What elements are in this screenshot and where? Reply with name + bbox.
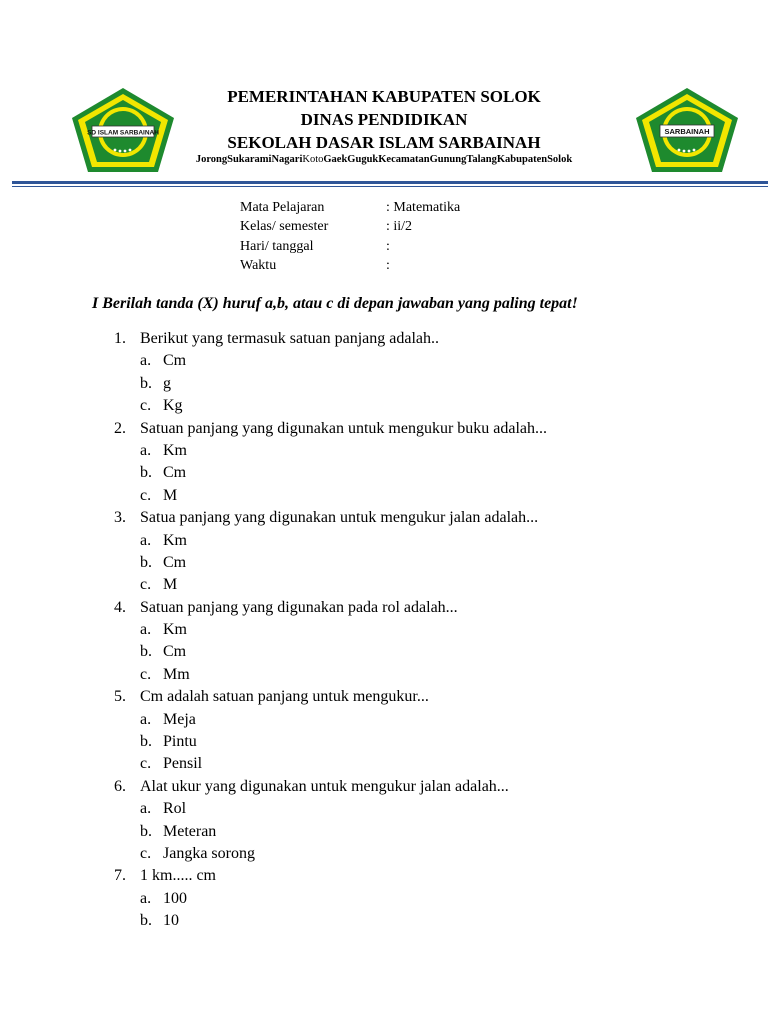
option-text: M: [163, 576, 178, 594]
option-text: Km: [163, 441, 187, 459]
question-number: 5.: [114, 688, 126, 706]
option-letter: b.: [140, 553, 152, 571]
option-text: Cm: [163, 553, 187, 571]
address-part-1: JorongSukaramiNagari: [195, 154, 303, 165]
department-title: DINAS PENDIDIKAN: [300, 110, 468, 129]
option-text: Km: [163, 621, 187, 639]
option-text: g: [163, 374, 171, 392]
option-letter: c.: [140, 755, 152, 773]
subject-label: Mata Pelajaran: [240, 200, 325, 215]
school-title: SEKOLAH DASAR ISLAM SARBAINAH: [227, 133, 541, 152]
option-text: Jangka sorong: [163, 844, 255, 862]
date-label: Hari/ tanggal: [240, 238, 314, 254]
header-divider-thin: [12, 186, 768, 187]
class-semester-label: Kelas/ semester: [240, 219, 329, 235]
option-letter: c.: [140, 576, 152, 594]
date-value: :: [386, 238, 390, 254]
option-letter: b.: [140, 374, 152, 392]
question-number: 2.: [114, 419, 126, 437]
subject-row: [240, 198, 570, 217]
option-letter: c.: [140, 844, 152, 862]
option-letter: b.: [140, 822, 152, 840]
option-text: Meja: [163, 710, 196, 728]
option-letter: a.: [140, 531, 152, 549]
option-letter: a.: [140, 441, 152, 459]
date-row: [240, 237, 570, 256]
question-text: Berikut yang termasuk satuan panjang adalah..: [140, 330, 440, 347]
question-text: Satua panjang yang digunakan untuk mengukur jalan adalah...: [140, 509, 539, 527]
option-text: Rol: [163, 800, 187, 818]
option-letter: b.: [140, 643, 152, 661]
subject-value: : Matematika: [386, 200, 461, 215]
option-text: Pensil: [163, 755, 203, 773]
question-number: 6.: [114, 777, 126, 795]
option-text: Cm: [163, 464, 187, 482]
option-text: 10: [163, 912, 179, 930]
header-divider-thick: [12, 181, 768, 184]
option-text: M: [163, 486, 178, 504]
question-number: 7.: [114, 867, 126, 885]
question-text: Satuan panjang yang digunakan pada rol adalah...: [140, 598, 458, 616]
question-text: Cm adalah satuan panjang untuk mengukur...: [140, 688, 429, 706]
time-row: [240, 256, 570, 275]
school-address: [0, 154, 768, 165]
option-letter: c.: [140, 397, 152, 415]
question-number: 1.: [114, 330, 126, 347]
option-letter: c.: [140, 665, 152, 683]
address-part-3: GaekGugukKecamatanGunungTalangKabupatenSolok: [323, 154, 573, 165]
option-letter: a.: [140, 800, 152, 818]
question-text: Alat ukur yang digunakan untuk mengukur jalan adalah...: [140, 777, 509, 795]
option-letter: a.: [140, 889, 152, 907]
exam-info: [240, 198, 570, 275]
option-letter: b.: [140, 912, 152, 930]
option-text: Cm: [163, 352, 187, 370]
time-label: Waktu: [240, 257, 277, 273]
option-text: Meteran: [163, 822, 217, 840]
logo-right-label: SARBAINAH: [664, 127, 710, 136]
option-text: Km: [163, 531, 187, 549]
option-letter: b.: [140, 464, 152, 482]
option-text: Kg: [163, 397, 183, 415]
address-part-2: Koto: [302, 154, 324, 165]
time-value: :: [386, 257, 390, 273]
class-semester-value: : ii/2: [386, 219, 413, 235]
question-number: 3.: [114, 509, 126, 527]
option-letter: a.: [140, 352, 152, 370]
option-text: Cm: [163, 643, 187, 661]
class-semester-row: [240, 217, 570, 236]
option-letter: c.: [140, 486, 152, 504]
question-text: Satuan panjang yang digunakan untuk mengukur buku adalah...: [140, 419, 548, 437]
option-text: 100: [163, 889, 187, 907]
option-letter: a.: [140, 621, 152, 639]
option-letter: b.: [140, 733, 152, 751]
question-text: 1 km..... cm: [140, 867, 216, 885]
government-title: PEMERINTAHAN KABUPATEN SOLOK: [227, 87, 541, 106]
question-number: 4.: [114, 598, 126, 616]
instruction-text: I Berilah tanda (X) huruf a,b, atau c di depan jawaban yang paling tepat!: [92, 295, 578, 312]
option-text: Pintu: [163, 733, 197, 751]
logo-left-label: SD ISLAM SARBAINAH: [87, 129, 159, 137]
option-letter: a.: [140, 710, 152, 728]
option-text: Mm: [163, 665, 190, 683]
